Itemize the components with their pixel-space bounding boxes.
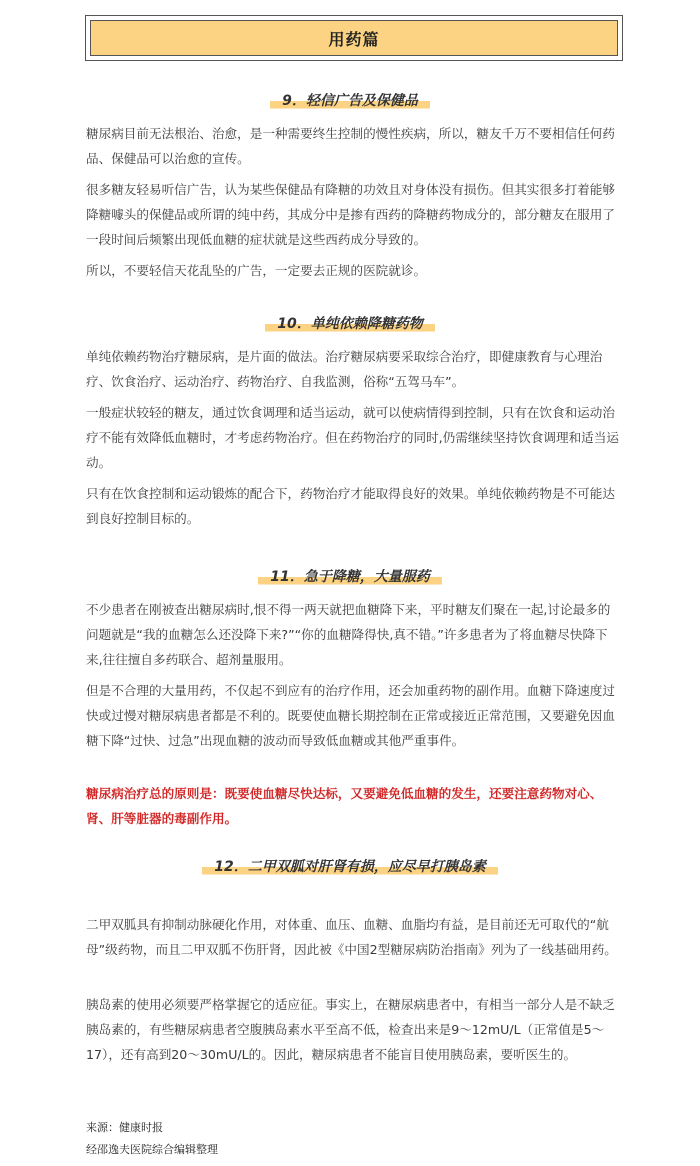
paragraph: 不少患者在刚被查出糖尿病时,恨不得一两天就把血糖降下来，平时糖友们聚在一起,讨论最多的问题就是“我的血糖怎么还没降下来?”“你的血糖降得快,真不错。”许多患者为了将血糖尽快降下来,往往擅自多药联合、超剂量服用。 bbox=[86, 602, 611, 667]
banner-inner bbox=[90, 20, 618, 56]
paragraph: 所以，不要轻信天花乱坠的广告，一定要去正规的医院就诊。 bbox=[86, 263, 427, 278]
paragraph: 但是不合理的大量用药，不仅起不到应有的治疗作用，还会加重药物的副作用。血糖下降速度过快或过慢对糖尿病患者都是不利的。既要使血糖长期控制在正常或接近正常范围，又要避免因血糖下降“过快、过急”出现血糖的波动而导致低血糖或其他严重事件。 bbox=[86, 683, 615, 748]
footer-source: 来源：健康时报 bbox=[86, 1121, 163, 1134]
section-11-heading: 11．急于降糖，大量服药 bbox=[0, 566, 700, 586]
section-10-heading: 10．单纯依赖降糖药物 bbox=[0, 313, 700, 333]
paragraph: 很多糖友轻易听信广告，认为某些保健品有降糖的功效且对身体没有损伤。但其实很多打着能够降糖噱头的保健品或所谓的纯中药，其成分中是掺有西药的降糖药物成分的，部分糖友在服用了一段时间后频繁出现低血糖的症状就是这些西药成分导致的。 bbox=[86, 182, 615, 247]
section-banner bbox=[85, 15, 623, 61]
banner-title: 用药篇 bbox=[328, 29, 380, 49]
highlight-paragraph: 糖尿病治疗总的原则是：既要使血糖尽快达标，又要避免低血糖的发生，还要注意药物对心、肾、肝等脏器的毒副作用。 bbox=[86, 786, 603, 826]
paragraph: 胰岛素的使用必须要严格掌握它的适应征。事实上，在糖尿病患者中，有相当一部分人是不缺乏胰岛素的，有些糖尿病患者空腹胰岛素水平至高不低，检查出来是9～12mU/L（正常值是5～17），还有高到20～30mU/L的。因此，糖尿病患者不能盲目使用胰岛素，要听医生的。 bbox=[86, 997, 615, 1062]
paragraph: 一般症状较轻的糖友，通过饮食调理和适当运动，就可以使病情得到控制，只有在饮食和运动治疗不能有效降低血糖时，才考虑药物治疗。但在药物治疗的同时,仍需继续坚持饮食调理和适当运动。 bbox=[86, 405, 619, 470]
section-12-heading: 12．二甲双胍对肝肾有损，应尽早打胰岛素 bbox=[0, 856, 700, 876]
paragraph: 糖尿病目前无法根治、治愈，是一种需要终生控制的慢性疾病，所以，糖友千万不要相信任何药品、保健品可以治愈的宣传。 bbox=[86, 126, 615, 166]
section-9-heading: 9．轻信广告及保健品 bbox=[0, 90, 700, 110]
footer-editor: 经邵逸夫医院综合编辑整理 bbox=[86, 1143, 218, 1156]
paragraph: 二甲双胍具有抑制动脉硬化作用，对体重、血压、血糖、血脂均有益，是目前还无可取代的“航母”级药物，而且二甲双胍不伤肝肾，因此被《中国2型糖尿病防治指南》列为了一线基础用药。 bbox=[86, 917, 617, 957]
paragraph: 只有在饮食控制和运动锻炼的配合下，药物治疗才能取得良好的效果。单纯依赖药物是不可能达到良好控制目标的。 bbox=[86, 486, 615, 526]
paragraph: 单纯依赖药物治疗糖尿病，是片面的做法。治疗糖尿病要采取综合治疗，即健康教育与心理治疗、饮食治疗、运动治疗、药物治疗、自我监测，俗称“五驾马车”。 bbox=[86, 349, 603, 389]
